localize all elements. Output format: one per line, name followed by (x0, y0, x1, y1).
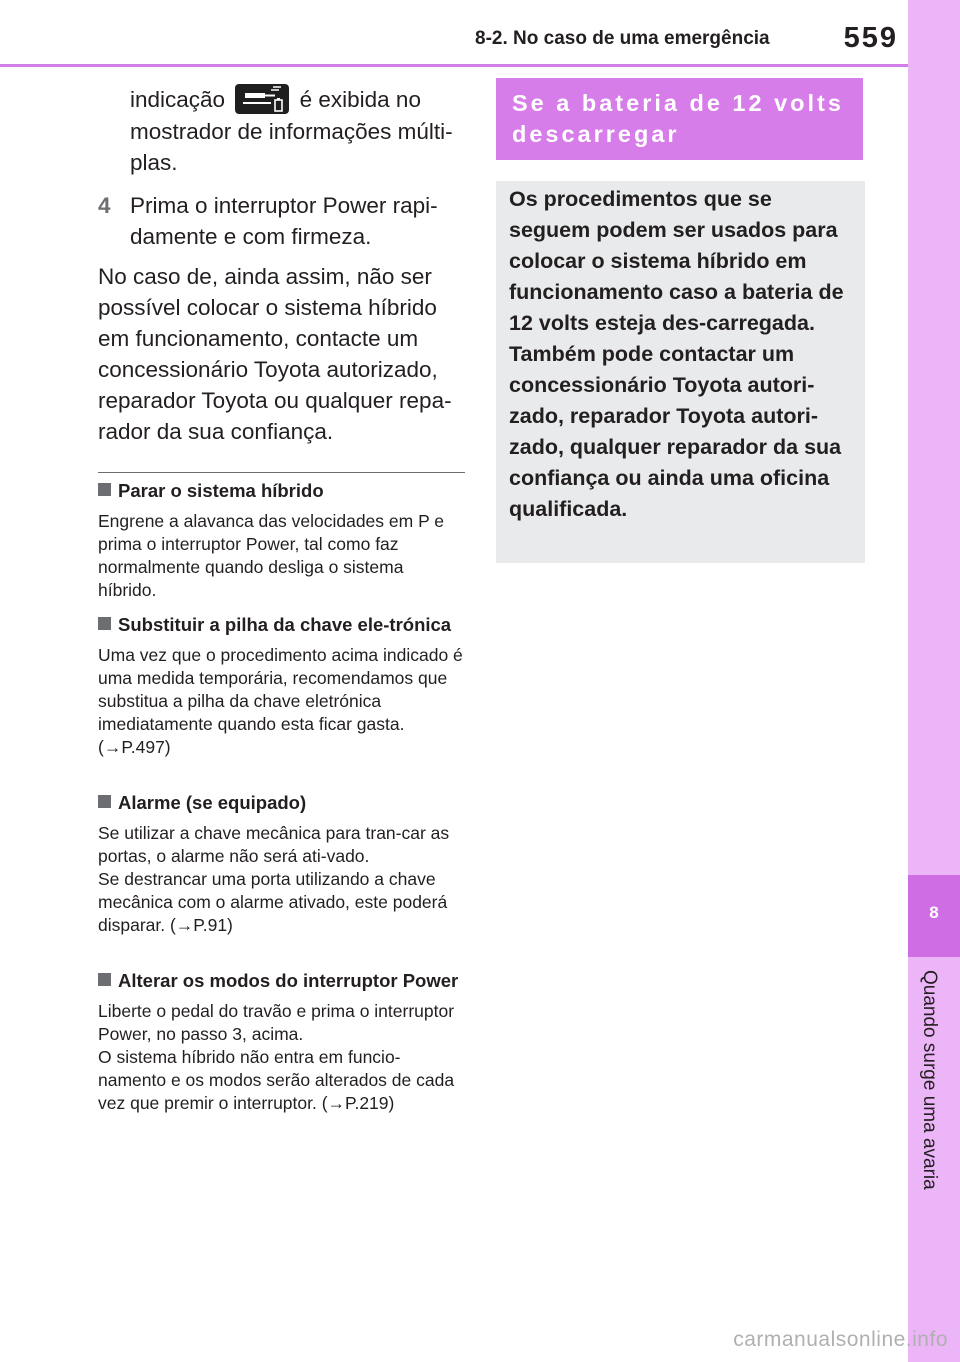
note-heading (98, 792, 466, 814)
note-heading (98, 480, 466, 502)
step-3-continuation (130, 84, 465, 178)
chapter-title: Quando surge uma avaria (919, 970, 940, 1190)
main-paragraph: No caso de, ainda assim, não ser possível colocar o sistema híbrido em funcionamento, contacte um concessionário Toyota autorizado, reparador Toyota ou qualquer repa-rador da sua confiança. (98, 264, 452, 444)
step-3-text-start: indicação (130, 87, 226, 112)
callout-header (496, 78, 863, 160)
note-title: Substituir a pilha da chave ele-trónica (118, 614, 452, 635)
note-body: Liberte o pedal do travão e prima o interruptor Power, no passo 3, acima. O sistema híbrido não entra em funcio-namento e os modos serão alterados de cada vez que premir o interruptor. (→P.219) (98, 1001, 455, 1113)
note-body: Uma vez que o procedimento acima indicado é uma medida temporária, recomendamos que substitua a pilha da chave eletrónica imediatamente quando esta ficar gasta. (→P.497) (98, 645, 463, 757)
page-header-rule (0, 64, 908, 67)
note-alarme (98, 792, 466, 937)
note-alterar-modos (98, 970, 466, 1115)
note-body: Engrene a alavanca das velocidades em P e prima o interruptor Power, tal como faz normalmente quando desliga o sistema híbrido. (98, 511, 445, 600)
page-number: 559 (843, 22, 898, 54)
note-title: Parar o sistema híbrido (118, 480, 324, 501)
note-parar-sistema (98, 480, 466, 602)
step-3-text-end: é exibida no mostrador de informações múlti-plas. (130, 87, 453, 176)
note-heading (98, 614, 466, 636)
key-low-battery-indicator-icon (235, 84, 289, 114)
note-title: Alterar os modos do interruptor Power (118, 970, 459, 991)
callout-title: Se a bateria de 12 volts descarregar (512, 90, 844, 147)
note-title: Alarme (se equipado) (118, 792, 307, 813)
square-bullet-icon (98, 617, 111, 630)
callout-box (496, 181, 865, 563)
section-divider (98, 472, 465, 473)
note-body: Se utilizar a chave mecânica para tran-car as portas, o alarme não será ati-vado. Se destrancar uma porta utilizando a chave mecânica com o alarme ativado, este poderá disparar. (→P.91) (98, 823, 450, 935)
note-substituir-pilha (98, 614, 466, 759)
step-4-text: Prima o interruptor Power rapi-damente e com firmeza. (130, 193, 438, 249)
section-title: 8-2. No caso de uma emergência (475, 28, 770, 49)
callout-text: Os procedimentos que se seguem podem ser usados para colocar o sistema híbrido em funcionamento caso a bateria de 12 volts esteja des-carregada. Também pode contactar um concessionário Toyota autori-zado, reparador Toyota autori-zado, qualquer reparador da sua confiança ou ainda uma oficina qualificada. (509, 187, 844, 521)
note-heading (98, 970, 466, 992)
watermark: carmanualsonline.info (733, 1328, 948, 1351)
square-bullet-icon (98, 795, 111, 808)
step-number: 4 (98, 193, 111, 218)
square-bullet-icon (98, 483, 111, 496)
square-bullet-icon (98, 973, 111, 986)
chapter-number: 8 (929, 903, 939, 922)
